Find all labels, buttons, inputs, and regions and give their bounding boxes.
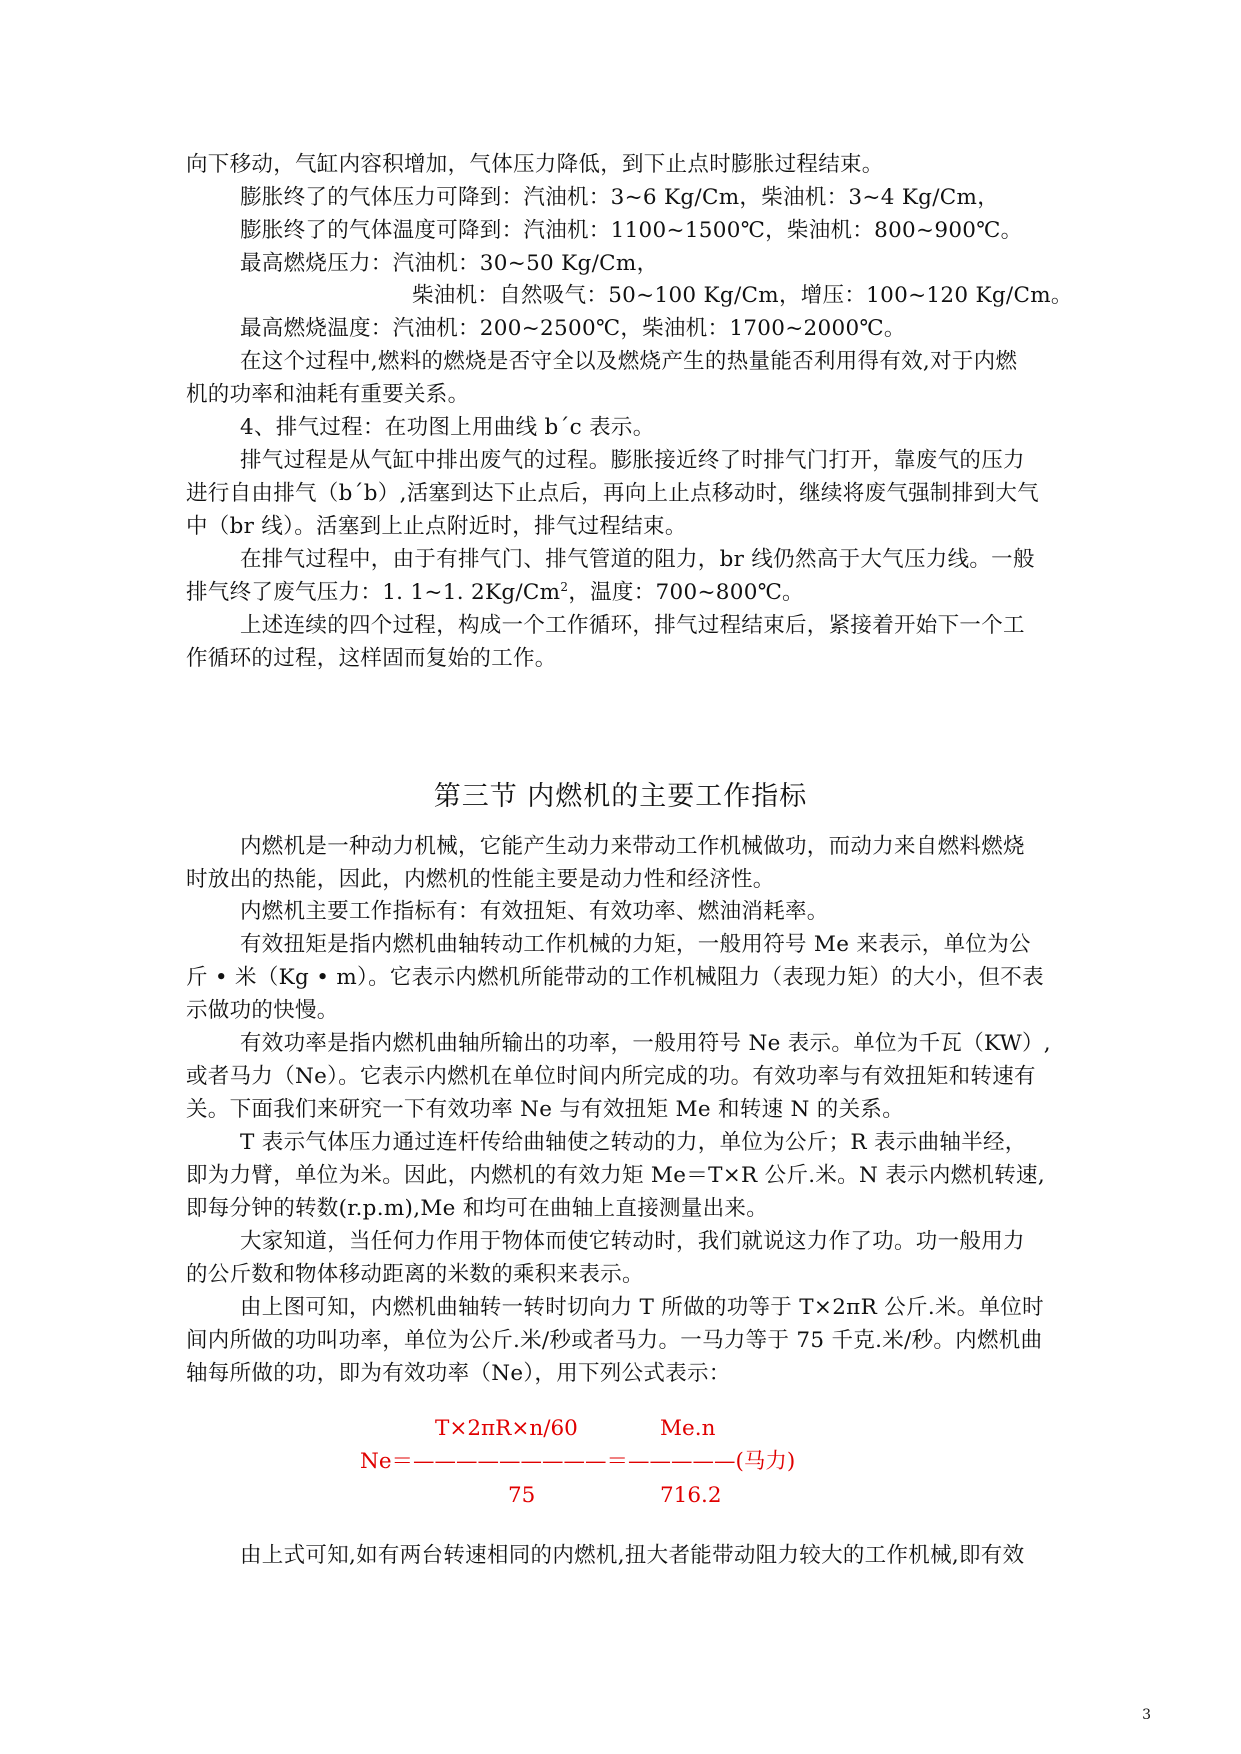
body-text-line: 在这个过程中,燃料的燃烧是否守全以及燃烧产生的热量能否利用得有效,对于内燃 [240, 349, 1018, 374]
body-text-line: 轴每所做的功，即为有效功率（Ne），用下列公式表示： [186, 1361, 731, 1386]
body-text-line: 进行自由排气（b´b）,活塞到达下止点后，再向上止点移动时，继续将废气强制排到大气 [186, 481, 1039, 506]
body-text-line: 机的功率和油耗有重要关系。 [186, 382, 470, 407]
formula-numerator-1: T×2πR×n/60 [435, 1416, 578, 1441]
body-text-line: 有效功率是指内燃机曲轴所输出的功率，一般用符号 Ne 表示。单位为千瓦（KW）, [240, 1031, 1051, 1056]
page-number: 3 [1142, 1707, 1151, 1723]
body-text-line: 在排气过程中，由于有排气门、排气管道的阻力，br 线仍然高于大气压力线。一般 [240, 547, 1035, 572]
body-text-line: 膨胀终了的气体压力可降到：汽油机：3~6 Kg/Cm，柴油机：3~4 Kg/Cm， [240, 185, 1000, 210]
body-text-line: 柴油机：自然吸气：50~100 Kg/Cm，增压：100~120 Kg/Cm。 [412, 283, 1073, 308]
body-text-line: 斤 • 米（Kg • m）。它表示内燃机所能带动的工作机械阻力（表现力矩）的大小，但不表 [186, 965, 1044, 990]
body-text-line: 的公斤数和物体移动距离的米数的乘积来表示。 [186, 1262, 644, 1287]
body-text-line [186, 579, 1146, 607]
body-text-line: 由上式可知,如有两台转速相同的内燃机,扭大者能带动阻力较大的工作机械,即有效 [240, 1543, 1025, 1568]
text-run: ，温度：700~800℃。 [568, 580, 804, 605]
body-text-line: 即每分钟的转数(r.p.m),Me 和均可在曲轴上直接测量出来。 [186, 1196, 769, 1221]
body-text-line: 最高燃烧压力：汽油机：30~50 Kg/Cm， [240, 251, 659, 276]
formula-main-line: Ne＝—————————＝—————(马力) [360, 1449, 796, 1474]
body-text-line: 大家知道，当任何力作用于物体而使它转动时，我们就说这力作了功。功一般用力 [240, 1229, 1025, 1254]
body-text-line: 作循环的过程，这样固而复始的工作。 [186, 646, 557, 671]
body-text-line: 内燃机是一种动力机械，它能产生动力来带动工作机械做功，而动力来自燃料燃烧 [240, 834, 1025, 859]
superscript: 2 [560, 579, 569, 594]
section-heading: 第三节 内燃机的主要工作指标 [433, 781, 808, 812]
body-text-line: 或者马力（Ne）。它表示内燃机在单位时间内所完成的功。有效功率与有效扭矩和转速有 [186, 1064, 1036, 1089]
body-text-line: 关。下面我们来研究一下有效功率 Ne 与有效扭矩 Me 和转速 N 的关系。 [186, 1097, 904, 1122]
body-text-line: 即为力臂，单位为米。因此，内燃机的有效力矩 Me＝T×R 公斤.米。N 表示内燃机转速, [186, 1163, 1045, 1188]
body-text-line: T 表示气体压力通过连杆传给曲轴使之转动的力，单位为公斤；R 表示曲轴半经， [240, 1130, 1027, 1155]
formula-denominator-2: 716.2 [660, 1483, 722, 1508]
body-text-line: 中（br 线）。活塞到上止点附近时，排气过程结束。 [186, 514, 687, 539]
body-text-line: 上述连续的四个过程，构成一个工作循环，排气过程结束后，紧接着开始下一个工 [240, 613, 1025, 638]
formula-numerator-2: Me.n [660, 1416, 716, 1441]
body-text-line: 4、排气过程：在功图上用曲线 b´c 表示。 [240, 415, 655, 440]
formula-denominator-1: 75 [508, 1483, 536, 1508]
body-text-line: 内燃机主要工作指标有：有效扭矩、有效功率、燃油消耗率。 [240, 899, 829, 924]
body-text-line: 排气过程是从气缸中排出废气的过程。膨胀接近终了时排气门打开，靠废气的压力 [240, 448, 1025, 473]
body-text-line: 由上图可知，内燃机曲轴转一转时切向力 T 所做的功等于 T×2πR 公斤.米。单位时 [240, 1295, 1044, 1320]
body-text-line: 时放出的热能，因此，内燃机的性能主要是动力性和经济性。 [186, 867, 775, 892]
body-text-line: 最高燃烧温度：汽油机：200~2500℃，柴油机：1700~2000℃。 [240, 316, 906, 341]
body-text-line: 示做功的快慢。 [186, 998, 339, 1023]
body-text-line: 间内所做的功叫功率，单位为公斤.米/秒或者马力。一马力等于 75 千克.米/秒。内燃机曲 [186, 1328, 1043, 1353]
body-text-line: 有效扭矩是指内燃机曲轴转动工作机械的力矩，一般用符号 Me 来表示，单位为公 [240, 932, 1031, 957]
body-text-line: 膨胀终了的气体温度可降到：汽油机：1100~1500℃，柴油机：800~900℃。 [240, 218, 1023, 243]
body-text-line: 向下移动，气缸内容积增加，气体压力降低，到下止点时膨胀过程结束。 [186, 152, 884, 177]
text-run: 排气终了废气压力：1. 1~1. 2Kg/Cm [186, 580, 561, 605]
